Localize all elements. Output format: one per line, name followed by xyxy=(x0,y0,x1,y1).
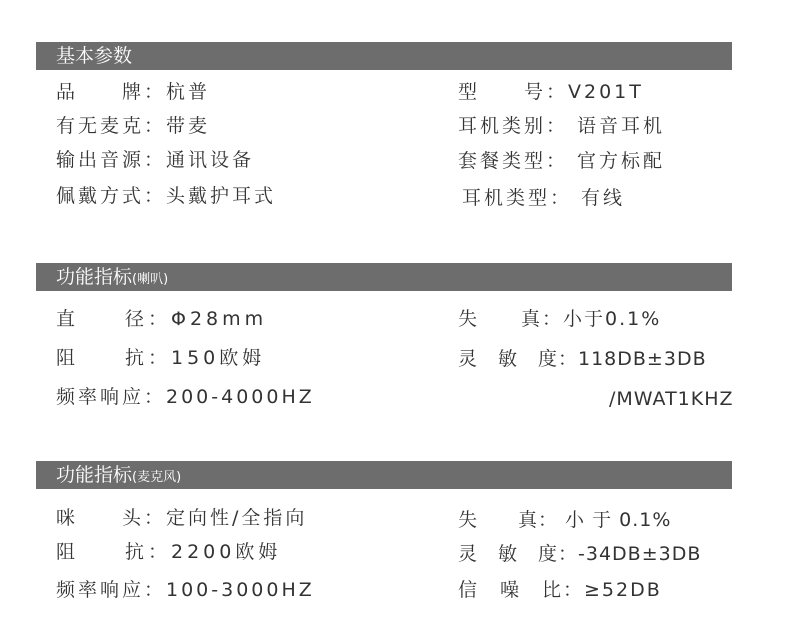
section-subtitle: (麦克风) xyxy=(132,470,182,485)
spec-mic-impedance: 阻 抗：2200欧姆 xyxy=(56,541,282,563)
spec-diameter: 直 径：Φ28mm xyxy=(56,308,268,330)
spec-package: 套餐类型： 官方标配 xyxy=(458,150,666,172)
spec-mic-head: 咪 头：定向性/全指向 xyxy=(56,507,308,529)
section-title: 功能指标(麦克风) xyxy=(56,464,182,486)
spec-sensitivity: 灵 敏 度：118DB±3DB xyxy=(458,348,707,370)
spec-mic: 有无麦克：带麦 xyxy=(56,115,211,137)
spec-mic-frequency: 频率响应：100-3000HZ xyxy=(56,579,315,601)
section-subtitle: (喇叭) xyxy=(132,272,169,287)
section-header-speaker xyxy=(36,263,732,291)
section-header-basic xyxy=(36,42,732,70)
spec-category: 耳机类别： 语音耳机 xyxy=(458,115,666,137)
section-title: 功能指标(喇叭) xyxy=(56,266,169,288)
spec-model: 型 号：V201T xyxy=(458,81,644,103)
spec-type: 耳机类型： 有线 xyxy=(462,187,626,209)
section-header-mic xyxy=(36,461,732,489)
spec-wearing: 佩戴方式：头戴护耳式 xyxy=(56,185,277,207)
spec-impedance: 阻 抗：150欧姆 xyxy=(56,347,266,369)
spec-distortion: 失 真：小于0.1% xyxy=(458,308,662,330)
section-title: 基本参数 xyxy=(56,45,133,67)
spec-mic-sensitivity: 灵 敏 度：-34DB±3DB xyxy=(458,543,702,565)
spec-sensitivity-unit: /MWAT1KHZ xyxy=(609,388,734,410)
spec-mic-distortion: 失 真： 小 于 0.1% xyxy=(458,509,672,531)
spec-brand: 品 牌：杭普 xyxy=(56,81,211,103)
spec-snr: 信 噪 比：≥52DB xyxy=(458,579,662,601)
spec-frequency: 频率响应：200-4000HZ xyxy=(56,386,315,408)
spec-source: 输出音源：通讯设备 xyxy=(56,149,255,171)
